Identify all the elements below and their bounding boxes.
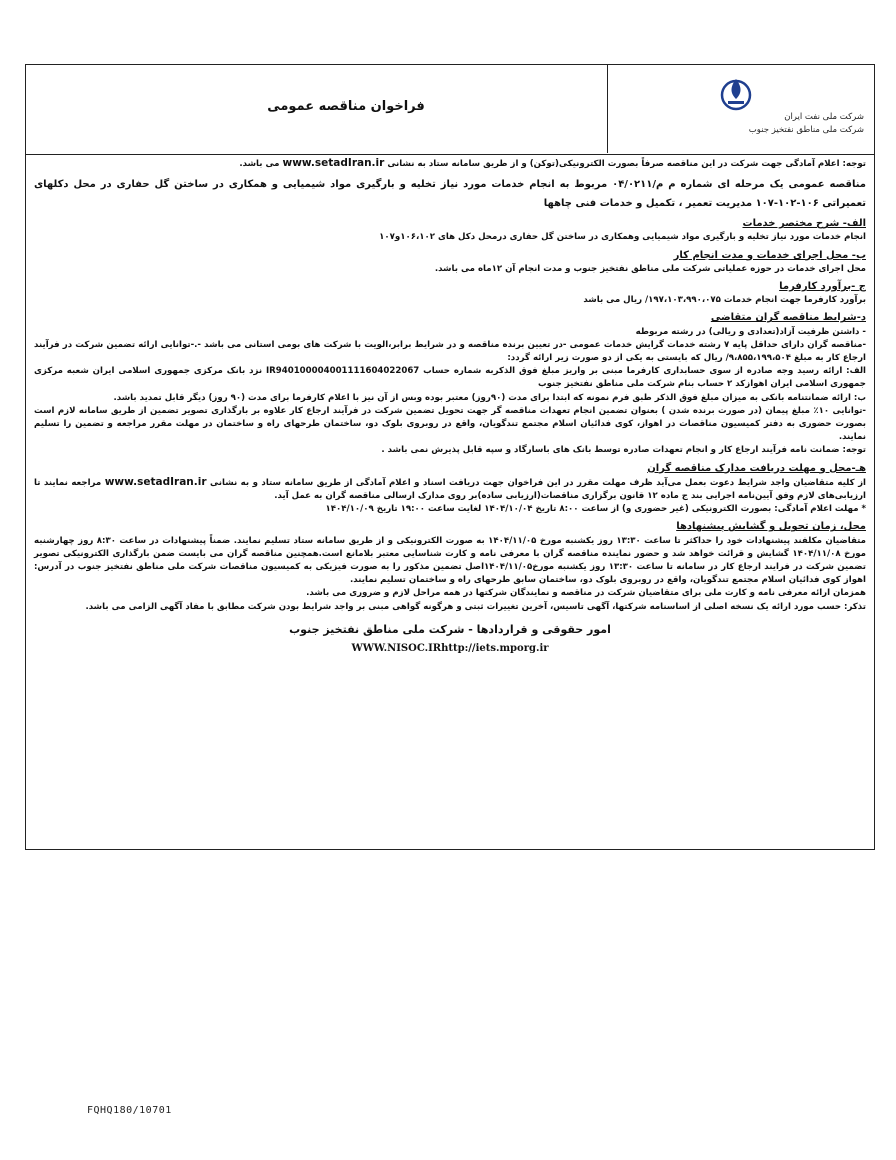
- section-d-note: توجه: ضمانت نامه فرآیند ارجاع کار و انجام تعهدات صادره توسط بانک های باسارگاد و سپه قابل پذیرش نمی باشد .: [381, 445, 866, 456]
- section-e-heading: هـ-محل و مهلت دریافت مدارک مناقصه گران: [647, 462, 866, 474]
- document-frame: [25, 64, 875, 850]
- notice-post: می باشد.: [239, 159, 280, 169]
- section-e-p1-pre: از کلیه متقاضیان واجد شرایط دعوت بعمل می‌آید ظرف مهلت مقرر در این فراخوان جهت دریافت اسناد و اعلام آمادگی از طریق سامانه ستاد و به نشانی: [210, 477, 866, 488]
- section-c-text: برآورد کارفرما جهت انجام خدمات ۱۹۷،۱۰۳،۹۹۰،۰۷۵/ ریال می باشد: [583, 295, 866, 306]
- section-d-p1: - داشتن ظرفیت آزاد(تعدادی و ریالی) در رشته مربوطه: [635, 326, 866, 337]
- closing-signature: امور حقوقی و قراردادها - شرکت ملی مناطق نفتخیز جنوب: [289, 622, 611, 636]
- section-a-text: انجام خدمات مورد نیاز تخلیه و بارگیری مواد شیمیایی وهمکاری در ساختن گل حفاری درمحل دکل های ۱۰۶،۱۰۲و۱۰۷: [379, 232, 866, 243]
- section-f-heading: محل، زمان تحویل و گشایش پیشنهادها: [676, 521, 866, 533]
- section-b-text: محل اجرای خدمات در حوزه عملیاتی شرکت ملی مناطق نفتخیز جنوب و مدت انجام آن ۱۲ماه می باشد.: [434, 263, 866, 274]
- section-b-heading: ب- محل اجرای خدمات و مدت انجام کار: [673, 249, 866, 261]
- notice-url: www.setadIran.ir: [282, 157, 385, 169]
- section-d-p2: -مناقصه گران دارای حداقل پایه ۷ رشته خدمات گرایش خدمات عمومی -در تعیین برنده مناقصه و در شرایط برابر،الویت با شرکت های بومی استانی می باشد -.-توانایی ارائه تضمین شرکت در فرآیند ارجاع کار به مبلغ ۹،۸۵۵،۱۹۹،۵۰۴/ ریال که بایستی به یکی از دو صورت زیر ارائه گردد:: [34, 339, 867, 364]
- section-d-p3: الف: ارائه رسید وجه صادره از سوی حسابداری کارفرما مبنی بر واریز مبلغ فوق الذکربه شماره حساب IR940100004001111604022067 نزد بانک مرکزی جمهوری اسلامی ایران شعبه مرکزی جمهوری اسلامی ایران اهوازکد ۲ حساب بنام شرکت ملی مناطق نفتخیز جنوب: [34, 366, 867, 390]
- section-e-url: www.setadIran.ir: [104, 475, 207, 488]
- section-d-p5: -توانایی ۱۰٪ مبلغ پیمان (در صورت برنده شدن ) بعنوان تضمین انجام تعهدات مناقصه گر جهت تحویل تضمین شرکت در فرآیند ارجاع کار علاوه بر بارگذاری تصویر تضمین از طریق سامانه لازم است بصورت حضوری به دفتر کمیسیون مناقصات در اهواز، کوی فدائیان اسلام مجتمع تندگویان، واقع در روبروی بلوک دو، ساختمان طرحهای راه و ساختمان در مهلت مقرر مراجعه و تضمین را تسلیم نمایند.: [34, 405, 867, 443]
- section-e-p1-post: مراجعه نمایند تا ارزیابی‌های لازم وفق آیین‌نامه اجرایی بند ج ماده ۱۲ قانون برگزاری مناقصات(ارزیابی ساده)بر روی مدارک ارسالی مناقصه گران به عمل آید.: [34, 477, 866, 502]
- section-e-p1: [34, 476, 866, 503]
- company-name: [749, 111, 864, 137]
- section-d-p4: ب: ارائه ضمانتنامه بانکی به میزان مبلغ فوق الذکر طبق فرم نمونه که ابتدا برای مدت (۹۰روز) معتبر بوده وبس از آن نیز با اعلام کارفرما برای مدت (۹۰ روز) دیگر قابل تمدید باشد.: [113, 392, 866, 403]
- footer-note-2: تذکر: حسب مورد ارائه یک نسخه اصلی از اساسنامه شرکتها، آگهی تاسیس، آخرین تغییرات ثبتی و هرگونه گواهی مبنی بر واجد شرایط بودن شرکت مطابق با مفاد آگهی الزامی می باشد.: [85, 601, 866, 612]
- section-f-text: متقاضیان مکلفند پیشنهادات خود را حداکثر تا ساعت ۱۳:۳۰ روز یکشنبه مورخ ۱۴۰۴/۱۱/۰۵ به صورت الکترونیکی و از طریق سامانه ستاد تسلیم نمایند. ضمناً پیشنهادات در ساعت ۸:۳۰ روز چهارشنبه مورخ ۱۴۰۴/۱۱/۰۸ گشایش و قرائت خواهد شد و حضور نماینده مناقصه گران با معرفی نامه و کارت شناسایی معتبر بلامانع است.همچنین مناقصه گران می بایست ضمن بارگذاری الکترونیکی تصویر تضمین شرکت در فرایند ارجاع کار در سامانه تا ساعت ۱۳:۳۰ روز یکشنبه مورخ۱۴۰۴/۱۱/۰۵اصل تضمین مذکور را به صورت فیزیکی به کمیسیون مناقصات شرکت ملی مناطق نفتخیز جنوب در آدرس: اهواز کوی فدائیان اسلام مجتمع تندگویان، واقع در روبروی بلوک دو، ساختمان سابق طرحهای راه و ساختمان تسلیم نمایند.: [34, 535, 867, 586]
- footer-note-1: همزمان ارائه معرفی نامه و کارت ملی برای متقاضیان شرکت در مناقصه و نمایندگان شرکتها در همه مراحل لازم و ضروری می باشد.: [306, 588, 866, 599]
- document-body: [26, 155, 874, 849]
- notice-pre: توجه: اعلام آمادگی جهت شرکت در این مناقصه صرفاً بصورت الکترونیکی(توکن) و از طریق سامانه ستاد به نشانی: [387, 159, 866, 169]
- logo-box: [607, 65, 874, 153]
- website-link[interactable]: WWW.NISOC.IRhttp://iets.mporg.ir: [351, 642, 549, 654]
- intro-paragraph: مناقصه عمومی یک مرحله ای شماره م م/۰۴/۰۲۱۱ مربوط به انجام خدمات مورد نیاز تخلیه و بارگیری مواد شیمیایی و همکاری در ساختن گل حفاری در محل دکلهای تعمیراتی ۱۰۶-۱۰۲-۱۰۷ مدیریت تعمیر ، تکمیل و خدمات فنی چاهها: [34, 179, 866, 210]
- nioc-logo-icon: [718, 75, 754, 111]
- document-code: FQHQ180/10701: [87, 1105, 172, 1116]
- section-a-heading: الف- شرح مختصر خدمات: [742, 218, 866, 230]
- document-header: [26, 65, 874, 155]
- company-line-2: شرکت ملی مناطق نفتخیز جنوب: [748, 125, 864, 135]
- company-line-1: شرکت ملی نفت ایران: [784, 112, 864, 122]
- notice: [34, 157, 866, 171]
- page-title: فراخوان مناقصه عمومی: [267, 99, 425, 114]
- section-c-heading: ج -برآورد کارفرما: [779, 281, 866, 293]
- section-e-deadline: * مهلت اعلام آمادگی: بصورت الکترونیکی (غیر حضوری و) از ساعت ۸:۰۰ تاریخ ۱۴۰۴/۱۰/۰۴ لغایت ساعت ۱۹:۰۰ تاریخ ۱۴۰۴/۱۰/۰۹: [325, 504, 866, 515]
- section-d-heading: د-شرایط مناقصه گران متقاضی: [710, 312, 866, 324]
